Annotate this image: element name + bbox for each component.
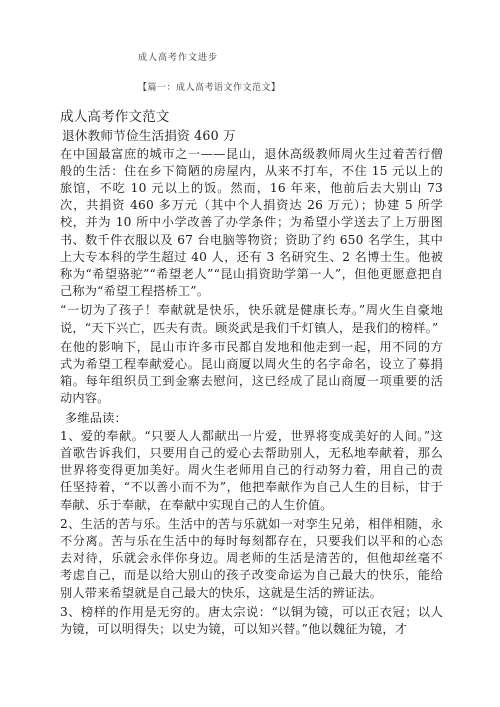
reading-point: 1、爱的奉献。“只要人人都献出一片爱，世界将变成美好的人间。”这首歌告诉我们，只要用自己的爱心去帮助别人，无私地奉献着，那么世界将变得更加美好。周火生老师用自己的行动努力着，用自己的责任坚持着，“不以善小而不为”，他把奉献作为自己人生的目标，甘于奉献、乐于奉献，在奉献中实现自己的人生价值。: [60, 428, 443, 512]
paragraph: 在中国最富庶的城市之一——昆山，退休高级教师周火生过着苦行僧般的生活：住在乡下简陋的房屋内，从来不打车，不住 15 元以上的旅馆，不吃 10 元以上的饭。然而，16 年来，他前后去大别山 73 次，共捐资 460 多万元（其中个人捐资达 26 万元）；协建 5 所学校，并为 10 所中小学改善了办学条件；为希望小学送去了上万册图书、数千件衣服以及 67 台电脑等物资；资助了约 650 名学生，其中上大专本科的学生超过 40 人，还有 3 名研究生、2 名博士生。他被称为“希望骆驼”“希望老人”“昆山捐资助学第一人”，但他更愿意把自己称为“希望工程搭桥工”。: [60, 146, 443, 299]
running-header: 成人高考作文进步: [138, 53, 219, 63]
reading-heading: 多维品读：: [65, 410, 127, 425]
reading-point: 2、生活的苦与乐。生活中的苦与乐就如一对孪生兄弟，相伴相随，永不分离。苦与乐在生活中的每时每刻都存在，只要我们以平和的心态去对待，乐就会永伴你身边。周老师的生活是清苦的，但他却丝毫不考虑自己，而是以给大别山的孩子改变命运为自己最大的快乐，能给别人带来希望就是自己最大的快乐，这就是生活的辨证法。: [60, 516, 443, 600]
article-body: [60, 108, 443, 640]
paragraph: “一切为了孩子！奉献就是快乐，快乐就是健康长寿。”周火生自豪地说，“天下兴亡，匹夫有责。顾炎武是我们千灯镇人，是我们的榜样。”: [60, 303, 443, 335]
article-title: 成人高考作文范文: [60, 109, 170, 125]
article-subtitle: 退休教师节俭生活捐资 460 万: [62, 128, 236, 143]
paragraph: 在他的影响下，昆山市许多市民都自发地和他走到一起，用不同的方式为希望工程奉献爱心。昆山商厦以周火生的名字命名，设立了募捐箱。每年组织员工到金寨去慰问，这已经成了昆山商厦一项重要的活动内容。: [60, 339, 443, 406]
reading-point: 3、榜样的作用是无穷的。唐太宗说：“以铜为镜，可以正衣冠；以人为镜，可以明得失；以史为镜，可以知兴替。”他以魏征为镜，才: [60, 604, 443, 636]
article-tag: 【篇一：成人高考语文作文范文】: [138, 83, 281, 93]
